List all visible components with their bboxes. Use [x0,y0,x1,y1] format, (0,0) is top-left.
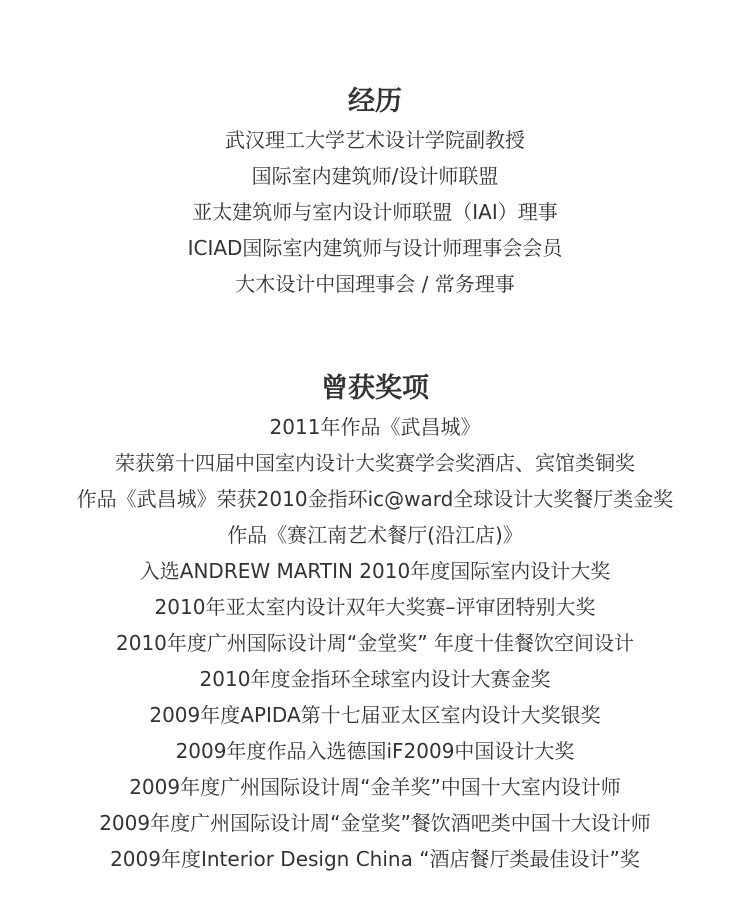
awards-title: 曾获奖项 [321,373,429,404]
experience-section [0,82,750,302]
award-item: 2009年度Interior Design China “酒店餐厅类最佳设计”奖 [110,847,640,871]
award-item: 2010年亚太室内设计双年大奖赛–评审团特别大奖 [154,595,596,619]
awards-section [0,369,750,877]
award-item: 2010年度金指环全球室内设计大赛金奖 [199,667,551,691]
award-item: 荣获第十四届中国室内设计大奖赛学会奖酒店、宾馆类铜奖 [115,451,635,475]
award-item: 2009年度作品入选德国iF2009中国设计大奖 [175,739,575,763]
award-item: 入选ANDREW MARTIN 2010年度国际室内设计大奖 [139,559,611,583]
experience-item: 亚太建筑师与室内设计师联盟（IAI）理事 [192,200,558,224]
experience-item: ICIAD国际室内建筑师与设计师理事会会员 [187,236,563,260]
award-item: 作品《赛江南艺术餐厅(沿江店)》 [227,523,523,547]
experience-list [0,122,750,302]
experience-item: 国际室内建筑师/设计师联盟 [251,164,499,188]
award-item: 2011年作品《武昌城》 [269,415,481,439]
experience-title: 经历 [348,86,402,117]
award-item: 2009年度广州国际设计周“金羊奖”中国十大室内设计师 [129,775,621,799]
award-item: 2009年度广州国际设计周“金堂奖”餐饮酒吧类中国十大设计师 [99,811,651,835]
awards-list [0,409,750,877]
experience-item: 大木设计中国理事会 / 常务理事 [235,272,515,296]
award-item: 2009年度APIDA第十七届亚太区室内设计大奖银奖 [149,703,601,727]
experience-item: 武汉理工大学艺术设计学院副教授 [225,128,525,152]
award-item: 2010年度广州国际设计周“金堂奖” 年度十佳餐饮空间设计 [116,631,634,655]
award-item: 作品《武昌城》荣获2010金指环ic@ward全球设计大奖餐厅类金奖 [76,487,674,511]
